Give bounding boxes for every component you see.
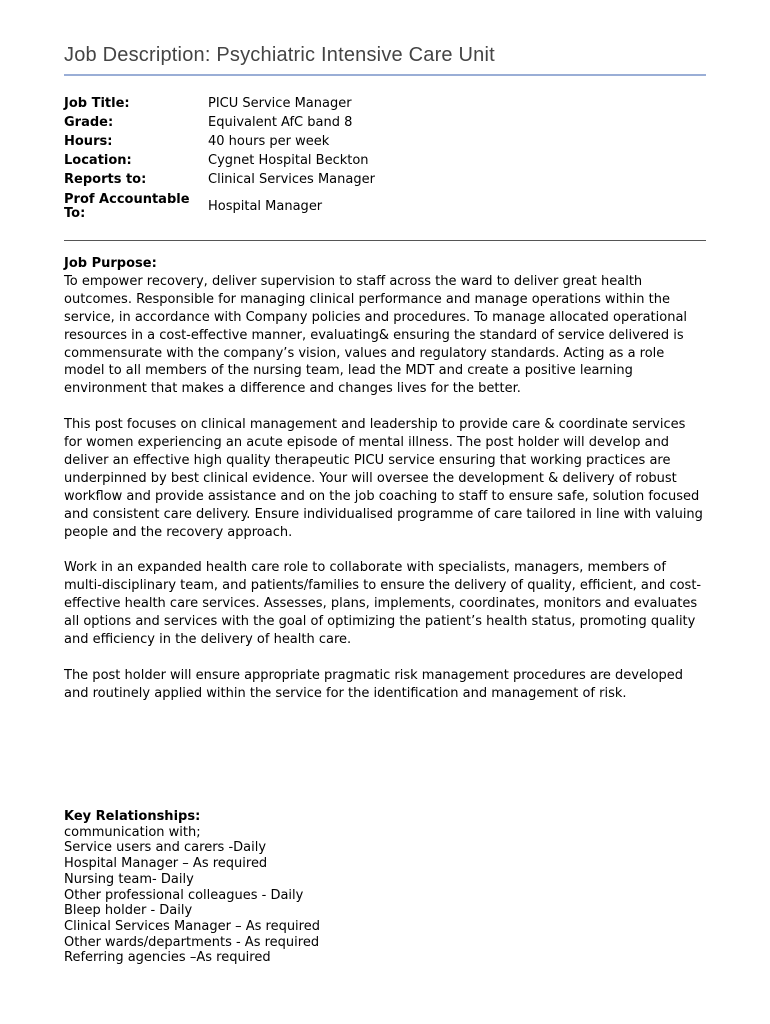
list-item: Other professional colleagues - Daily <box>64 887 304 903</box>
job-purpose-paragraph: To empower recovery, deliver supervision to staff across the ward to deliver great health outcomes. Responsible for managing clinical performance and manage operations within the service, in accordance with Company policies and procedures. To manage allocated operational resources in a cost-effective manner, evaluating& ensuring the standard of service delivered is commensurate with the company’s vision, values and regulatory standards. Acting as a role model to all members of the nursing team, lead the MDT and create a positive learning environment that makes a difference and changes lives for the better. <box>64 273 688 397</box>
key-relationships-heading: Key Relationships: <box>64 809 201 824</box>
key-relationships-list <box>64 840 706 966</box>
title-divider <box>64 74 706 76</box>
key-relationships-intro: communication with; <box>64 824 201 840</box>
detail-value: PICU Service Manager <box>208 96 352 112</box>
detail-label: Job Title: <box>64 96 130 112</box>
job-purpose-paragraph: This post focuses on clinical management and leadership to provide care & coordinate services for women experiencing an acute episode of mental illness. The post holder will develop and deliver an effective high quality therapeutic PICU service ensuring that working practices are underpinned by best clinical evidence. Your will oversee the development & delivery of robust workflow and provide assistance and on the job coaching to staff to ensure safe, solution focused and consistent care delivery. Ensure individualised programme of care tailored in line with valuing people and the recovery approach. <box>64 417 703 540</box>
detail-value: 40 hours per week <box>208 134 330 150</box>
detail-value: Clinical Services Manager <box>208 172 375 188</box>
detail-row-reports-to <box>64 171 706 190</box>
list-item: Bleep holder - Daily <box>64 903 193 919</box>
detail-label: Reports to: <box>64 172 147 188</box>
job-purpose-paragraph: Work in an expanded health care role to collaborate with specialists, managers, members of multi-disciplinary team, and patients/families to ensure the delivery of quality, efficient, and cost-effective health care services. Assesses, plans, implements, coordinates, monitors and evaluates all options and services with the goal of optimizing the patient’s health status, promoting quality and efficiency in the delivery of health care. <box>64 560 702 647</box>
detail-row-hours <box>64 133 706 152</box>
detail-row-job-title <box>64 95 706 114</box>
key-relationships-section <box>64 809 706 966</box>
job-purpose-paragraph: The post holder will ensure appropriate pragmatic risk management procedures are developed and routinely applied within the service for the identification and management of risk. <box>64 667 684 701</box>
list-item: Other wards/departments - As required <box>64 934 320 950</box>
list-item: Hospital Manager – As required <box>64 856 268 872</box>
job-purpose-section <box>64 255 706 721</box>
detail-value: Equivalent AfC band 8 <box>208 115 353 131</box>
detail-row-location <box>64 152 706 171</box>
detail-label: Grade: <box>64 115 114 131</box>
list-item: Nursing team- Daily <box>64 871 194 887</box>
section-divider <box>64 240 706 241</box>
detail-label: Prof Accountable To: <box>64 192 190 221</box>
list-item: Referring agencies –As required <box>64 950 271 966</box>
page-title: Job Description: Psychiatric Intensive Care Unit <box>64 44 495 66</box>
list-item: Clinical Services Manager – As required <box>64 918 320 934</box>
detail-label: Hours: <box>64 134 113 150</box>
list-item: Service users and carers -Daily <box>64 840 267 856</box>
detail-row-grade <box>64 114 706 133</box>
detail-value: Cygnet Hospital Beckton <box>208 153 369 169</box>
detail-label: Location: <box>64 153 132 169</box>
detail-value: Hospital Manager <box>208 198 323 214</box>
job-details-table <box>64 95 706 224</box>
job-purpose-heading: Job Purpose: <box>64 256 157 271</box>
detail-row-prof-accountable <box>64 190 706 224</box>
